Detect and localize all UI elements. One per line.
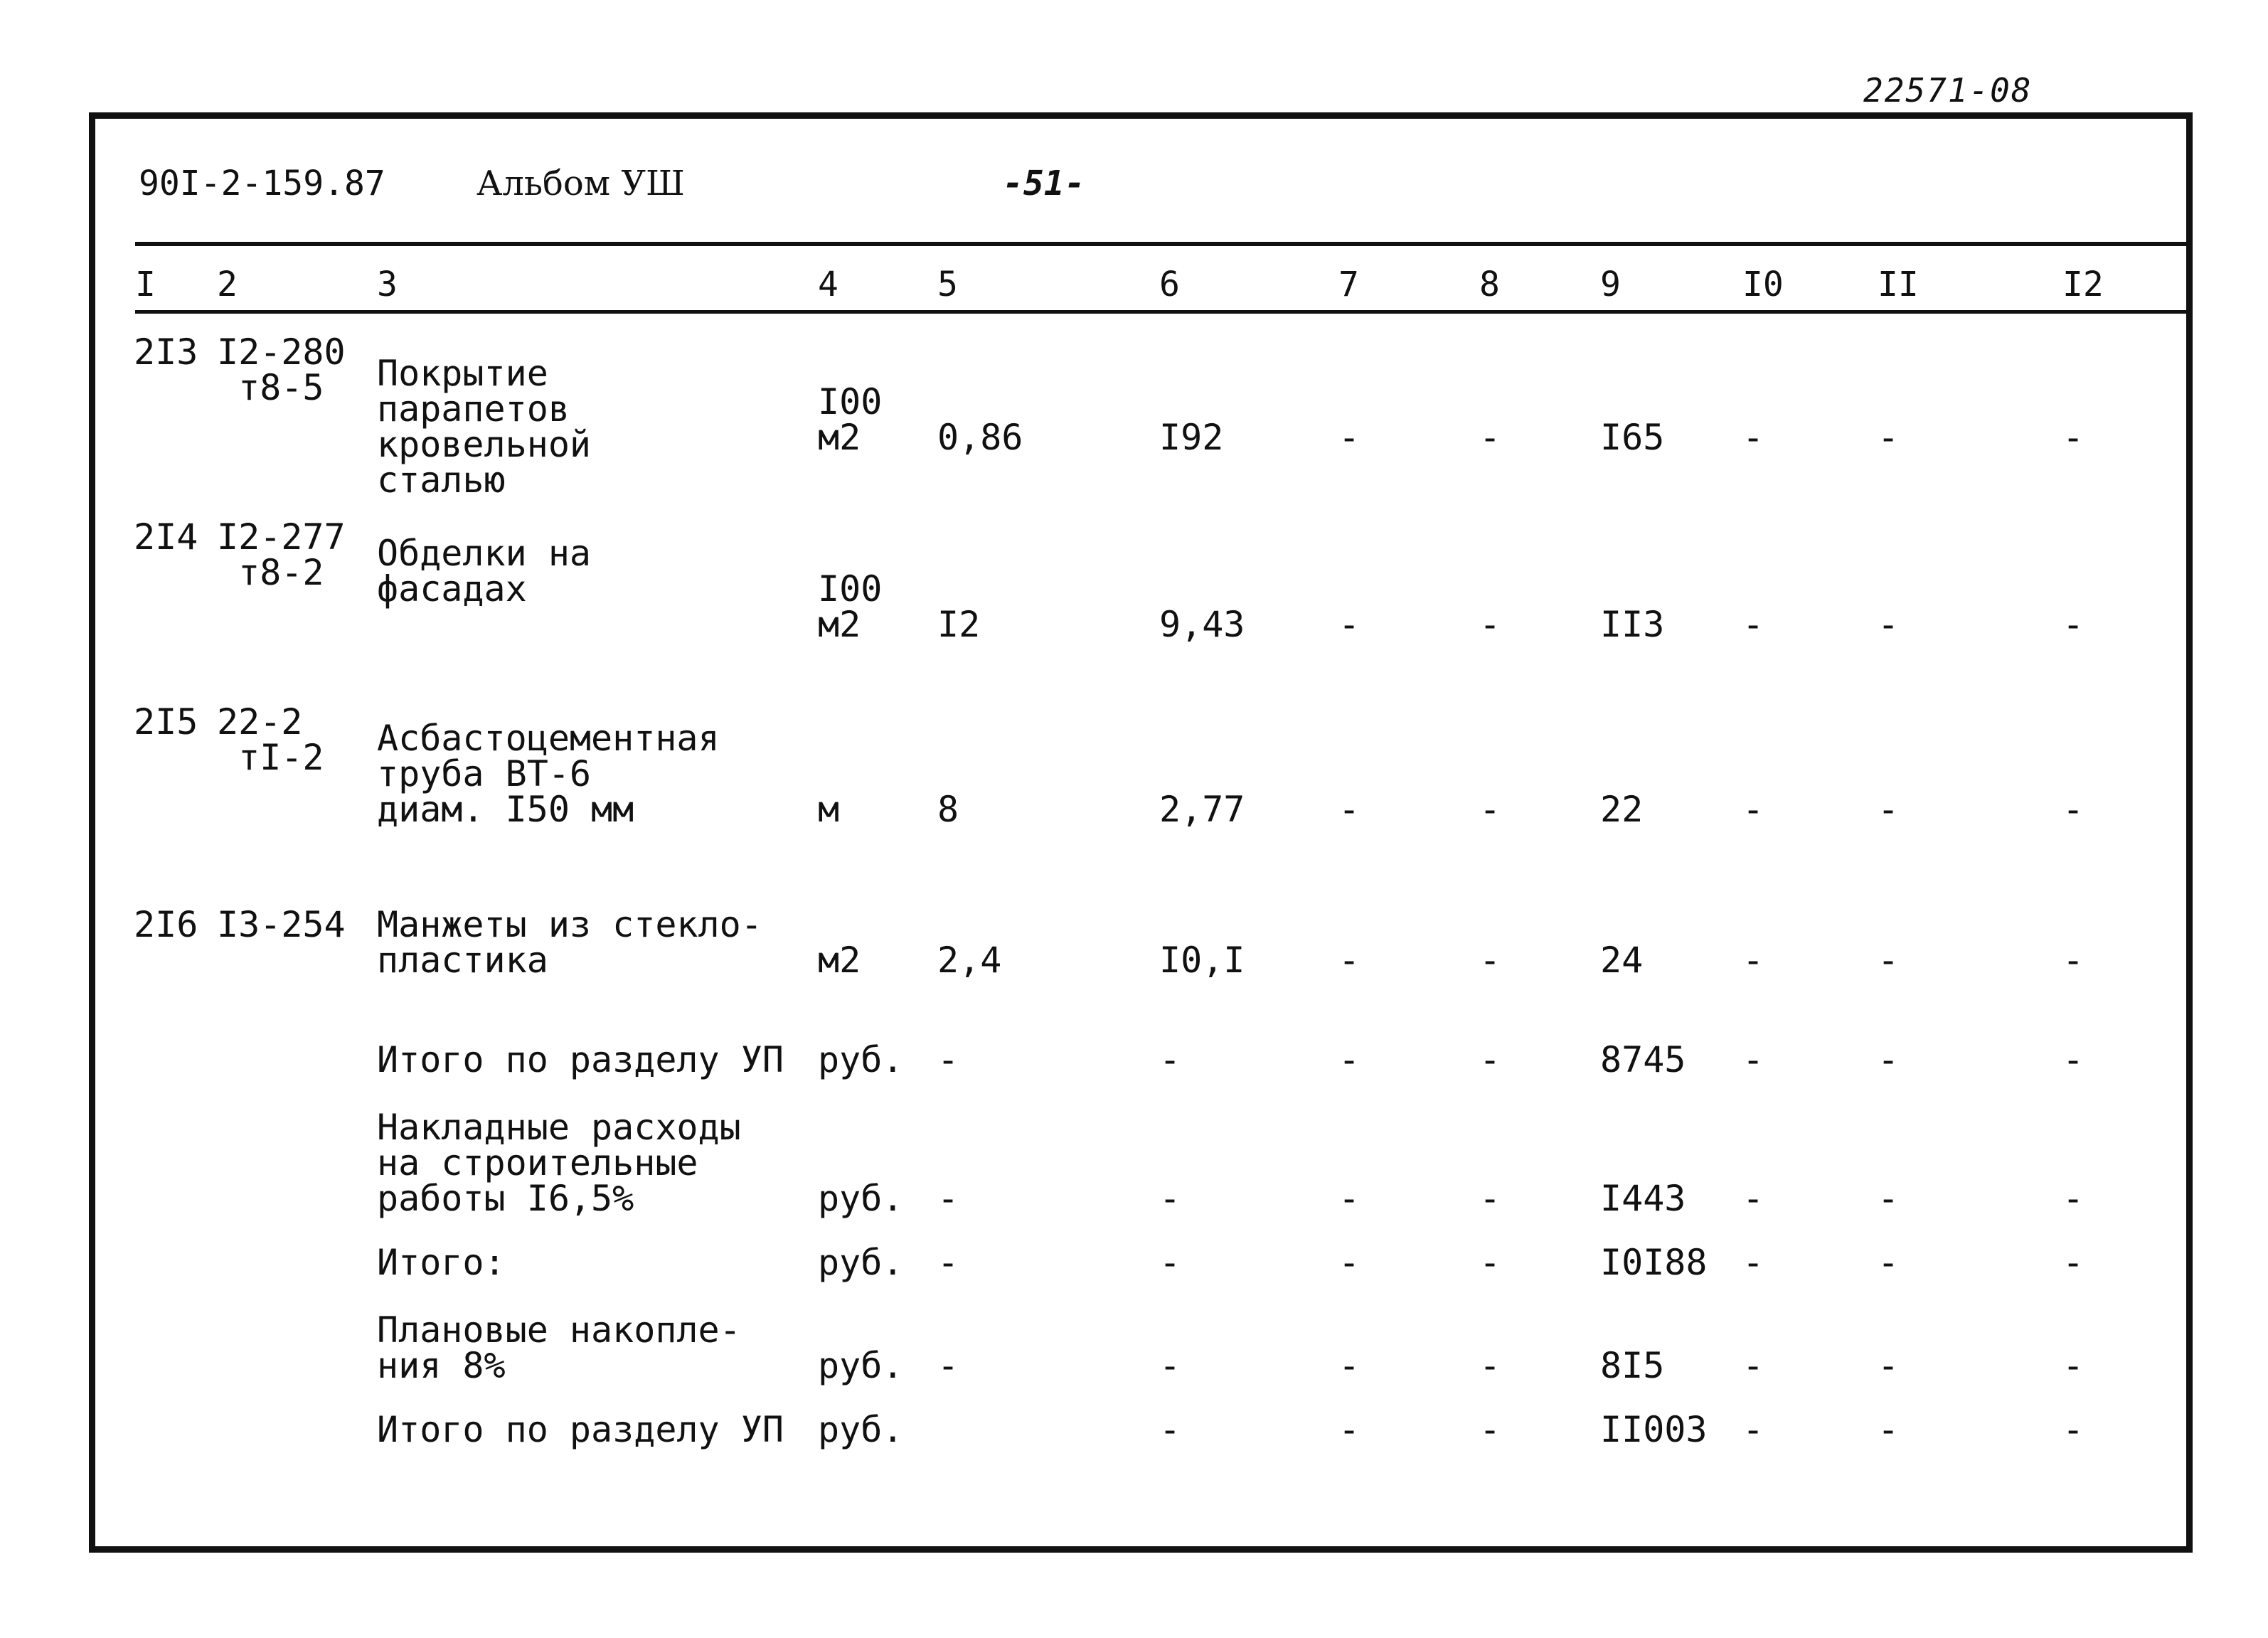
value-c9: II3 — [1600, 604, 1665, 645]
value-c12: - — [2062, 789, 2085, 830]
value-c9: I0I88 — [1600, 1242, 1708, 1283]
column-number: 3 — [377, 265, 398, 304]
value-c8: - — [1479, 604, 1501, 645]
value-c10: - — [1742, 1178, 1764, 1219]
unit-of-measure: I00 м2 — [818, 381, 883, 458]
norm-code: I2-280 т8-5 — [217, 331, 346, 408]
page-number: -51- — [1003, 164, 1085, 203]
value-c5: - — [937, 1039, 959, 1080]
value-c12: - — [2062, 1178, 2085, 1219]
value-c8: - — [1479, 940, 1501, 981]
row-number: 2I4 — [134, 516, 198, 558]
value-c5: 8 — [937, 789, 959, 830]
value-c6: - — [1159, 1178, 1181, 1219]
value-c8: - — [1479, 1409, 1501, 1450]
unit-of-measure: м — [818, 789, 840, 830]
norm-code: I2-277 т8-2 — [217, 516, 346, 593]
norm-code: 22-2 тI-2 — [217, 701, 324, 778]
value-c11: - — [1878, 604, 1900, 645]
value-c12: - — [2062, 1242, 2085, 1283]
value-c10: - — [1742, 1409, 1764, 1450]
document-code: 90I-2-159.87 — [139, 164, 385, 203]
value-c10: - — [1742, 789, 1764, 830]
unit-of-measure: руб. — [818, 1345, 904, 1386]
value-c5: - — [937, 1345, 959, 1386]
value-c11: - — [1878, 1345, 1900, 1386]
unit-of-measure: I00 м2 — [818, 568, 883, 645]
value-c6: - — [1159, 1409, 1181, 1450]
value-c10: - — [1742, 1039, 1764, 1080]
column-number: II — [1878, 265, 1919, 304]
value-c8: - — [1479, 1039, 1501, 1080]
work-name: Итого по разделу УП — [377, 1039, 784, 1080]
column-number: I0 — [1742, 265, 1784, 304]
column-number: 9 — [1600, 265, 1621, 304]
header-divider-top — [135, 242, 2193, 246]
value-c5: I2 — [937, 604, 981, 645]
value-c9: I65 — [1600, 417, 1665, 458]
value-c11: - — [1878, 789, 1900, 830]
value-c7: - — [1338, 1242, 1361, 1283]
unit-of-measure: руб. — [818, 1409, 904, 1450]
norm-code: I3-254 — [217, 904, 346, 945]
work-name: Покрытие парапетов кровельной сталью — [377, 353, 592, 501]
value-c5: 2,4 — [937, 940, 1002, 981]
column-number: 8 — [1479, 265, 1500, 304]
unit-of-measure: руб. — [818, 1242, 904, 1283]
value-c7: - — [1338, 1039, 1361, 1080]
header-divider-bottom — [135, 310, 2193, 314]
work-name: Обделки на фасадах — [377, 533, 592, 610]
value-c10: - — [1742, 940, 1764, 981]
value-c12: - — [2062, 604, 2085, 645]
value-c11: - — [1878, 417, 1900, 458]
unit-of-measure: руб. — [818, 1178, 904, 1219]
value-c9: 8745 — [1600, 1039, 1686, 1080]
value-c9: I443 — [1600, 1178, 1686, 1219]
value-c7: - — [1338, 789, 1361, 830]
value-c11: - — [1878, 1409, 1900, 1450]
row-number: 2I6 — [134, 904, 198, 945]
value-c8: - — [1479, 417, 1501, 458]
column-number: 4 — [818, 265, 838, 304]
value-c7: - — [1338, 417, 1361, 458]
unit-of-measure: руб. — [818, 1039, 904, 1080]
work-name: Плановые накопле- ния 8% — [377, 1309, 741, 1386]
value-c8: - — [1479, 1345, 1501, 1386]
value-c9: 22 — [1600, 789, 1644, 830]
value-c6: 2,77 — [1159, 789, 1245, 830]
work-name: Манжеты из стекло- пластика — [377, 904, 762, 981]
column-number: I2 — [2062, 265, 2104, 304]
column-number: I — [135, 265, 156, 304]
value-c8: - — [1479, 1242, 1501, 1283]
value-c6: I92 — [1159, 417, 1224, 458]
unit-of-measure: м2 — [818, 940, 861, 981]
value-c7: - — [1338, 940, 1361, 981]
value-c6: - — [1159, 1345, 1181, 1386]
value-c6: - — [1159, 1039, 1181, 1080]
value-c12: - — [2062, 1039, 2085, 1080]
value-c11: - — [1878, 1039, 1900, 1080]
value-c7: - — [1338, 1178, 1361, 1219]
value-c5: - — [937, 1178, 959, 1219]
value-c5: 0,86 — [937, 417, 1023, 458]
value-c5: - — [937, 1242, 959, 1283]
value-c7: - — [1338, 1345, 1361, 1386]
column-number: 7 — [1338, 265, 1359, 304]
value-c7: - — [1338, 604, 1361, 645]
value-c11: - — [1878, 940, 1900, 981]
column-number: 2 — [217, 265, 238, 304]
value-c6: - — [1159, 1242, 1181, 1283]
value-c8: - — [1479, 1178, 1501, 1219]
value-c10: - — [1742, 604, 1764, 645]
value-c11: - — [1878, 1242, 1900, 1283]
value-c12: - — [2062, 1409, 2085, 1450]
value-c10: - — [1742, 1345, 1764, 1386]
work-name: Итого: — [377, 1242, 506, 1283]
value-c12: - — [2062, 417, 2085, 458]
value-c12: - — [2062, 940, 2085, 981]
work-name: Асбастоцементная труба ВТ-6 диам. I50 мм — [377, 718, 720, 830]
column-number: 6 — [1159, 265, 1180, 304]
value-c10: - — [1742, 417, 1764, 458]
value-c8: - — [1479, 789, 1501, 830]
row-number: 2I5 — [134, 701, 198, 743]
album-label: Альбом УШ — [477, 164, 685, 203]
value-c6: I0,I — [1159, 940, 1245, 981]
work-name: Итого по разделу УП — [377, 1409, 784, 1450]
row-number: 2I3 — [134, 331, 198, 373]
value-c7: - — [1338, 1409, 1361, 1450]
archive-stamp-number: 22571-08 — [1863, 71, 2033, 110]
value-c12: - — [2062, 1345, 2085, 1386]
value-c9: II003 — [1600, 1409, 1708, 1450]
value-c9: 8I5 — [1600, 1345, 1665, 1386]
value-c6: 9,43 — [1159, 604, 1245, 645]
column-number: 5 — [937, 265, 958, 304]
value-c9: 24 — [1600, 940, 1644, 981]
work-name: Накладные расходы на строительные работы I6,5% — [377, 1107, 741, 1219]
value-c11: - — [1878, 1178, 1900, 1219]
value-c10: - — [1742, 1242, 1764, 1283]
